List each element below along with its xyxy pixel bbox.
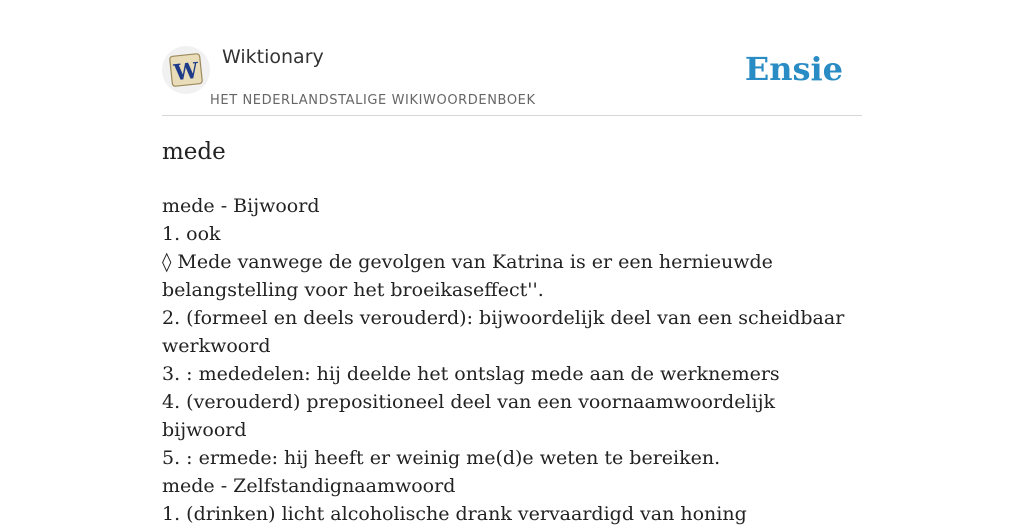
- definition-line: 5. : ermede: hij heeft er weinig me(d)e weten te bereiken.: [162, 447, 721, 469]
- page-container: [162, 0, 862, 525]
- wiktionary-logo[interactable]: [162, 46, 210, 94]
- wiktionary-tile-icon: [166, 50, 206, 90]
- entry-heading: mede - Zelfstandignaamwoord: [162, 475, 456, 497]
- page-title: mede: [162, 139, 226, 165]
- definition-line: 4. (verouderd) prepositioneel deel van een voornaamwoordelijk bijwoord: [162, 391, 775, 441]
- entry-zelfstandignaamwoord: [162, 472, 862, 528]
- site-tagline: HET NEDERLANDSTALIGE WIKIWOORDENBOEK: [210, 93, 536, 108]
- entry-heading: mede - Bijwoord: [162, 195, 320, 217]
- definition-line: 3. : mededelen: hij deelde het ontslag mede aan de werknemers: [162, 363, 780, 385]
- definition-line: 1. ook: [162, 223, 221, 245]
- entry-bijwoord: [162, 192, 862, 472]
- logo-letter: W: [172, 57, 200, 87]
- site-header: [162, 0, 862, 116]
- ensie-brand-link[interactable]: Ensie: [744, 50, 843, 88]
- site-name[interactable]: Wiktionary: [222, 46, 324, 68]
- definition-line: 1. (drinken) licht alcoholische drank vervaardigd van honing: [162, 503, 747, 525]
- definition-line: 2. (formeel en deels verouderd): bijwoordelijk deel van een scheidbaar werkwoord: [162, 307, 845, 357]
- example-line: ◊ Mede vanwege de gevolgen van Katrina is er een hernieuwde belangstelling voor het broeikaseffect''.: [162, 251, 773, 301]
